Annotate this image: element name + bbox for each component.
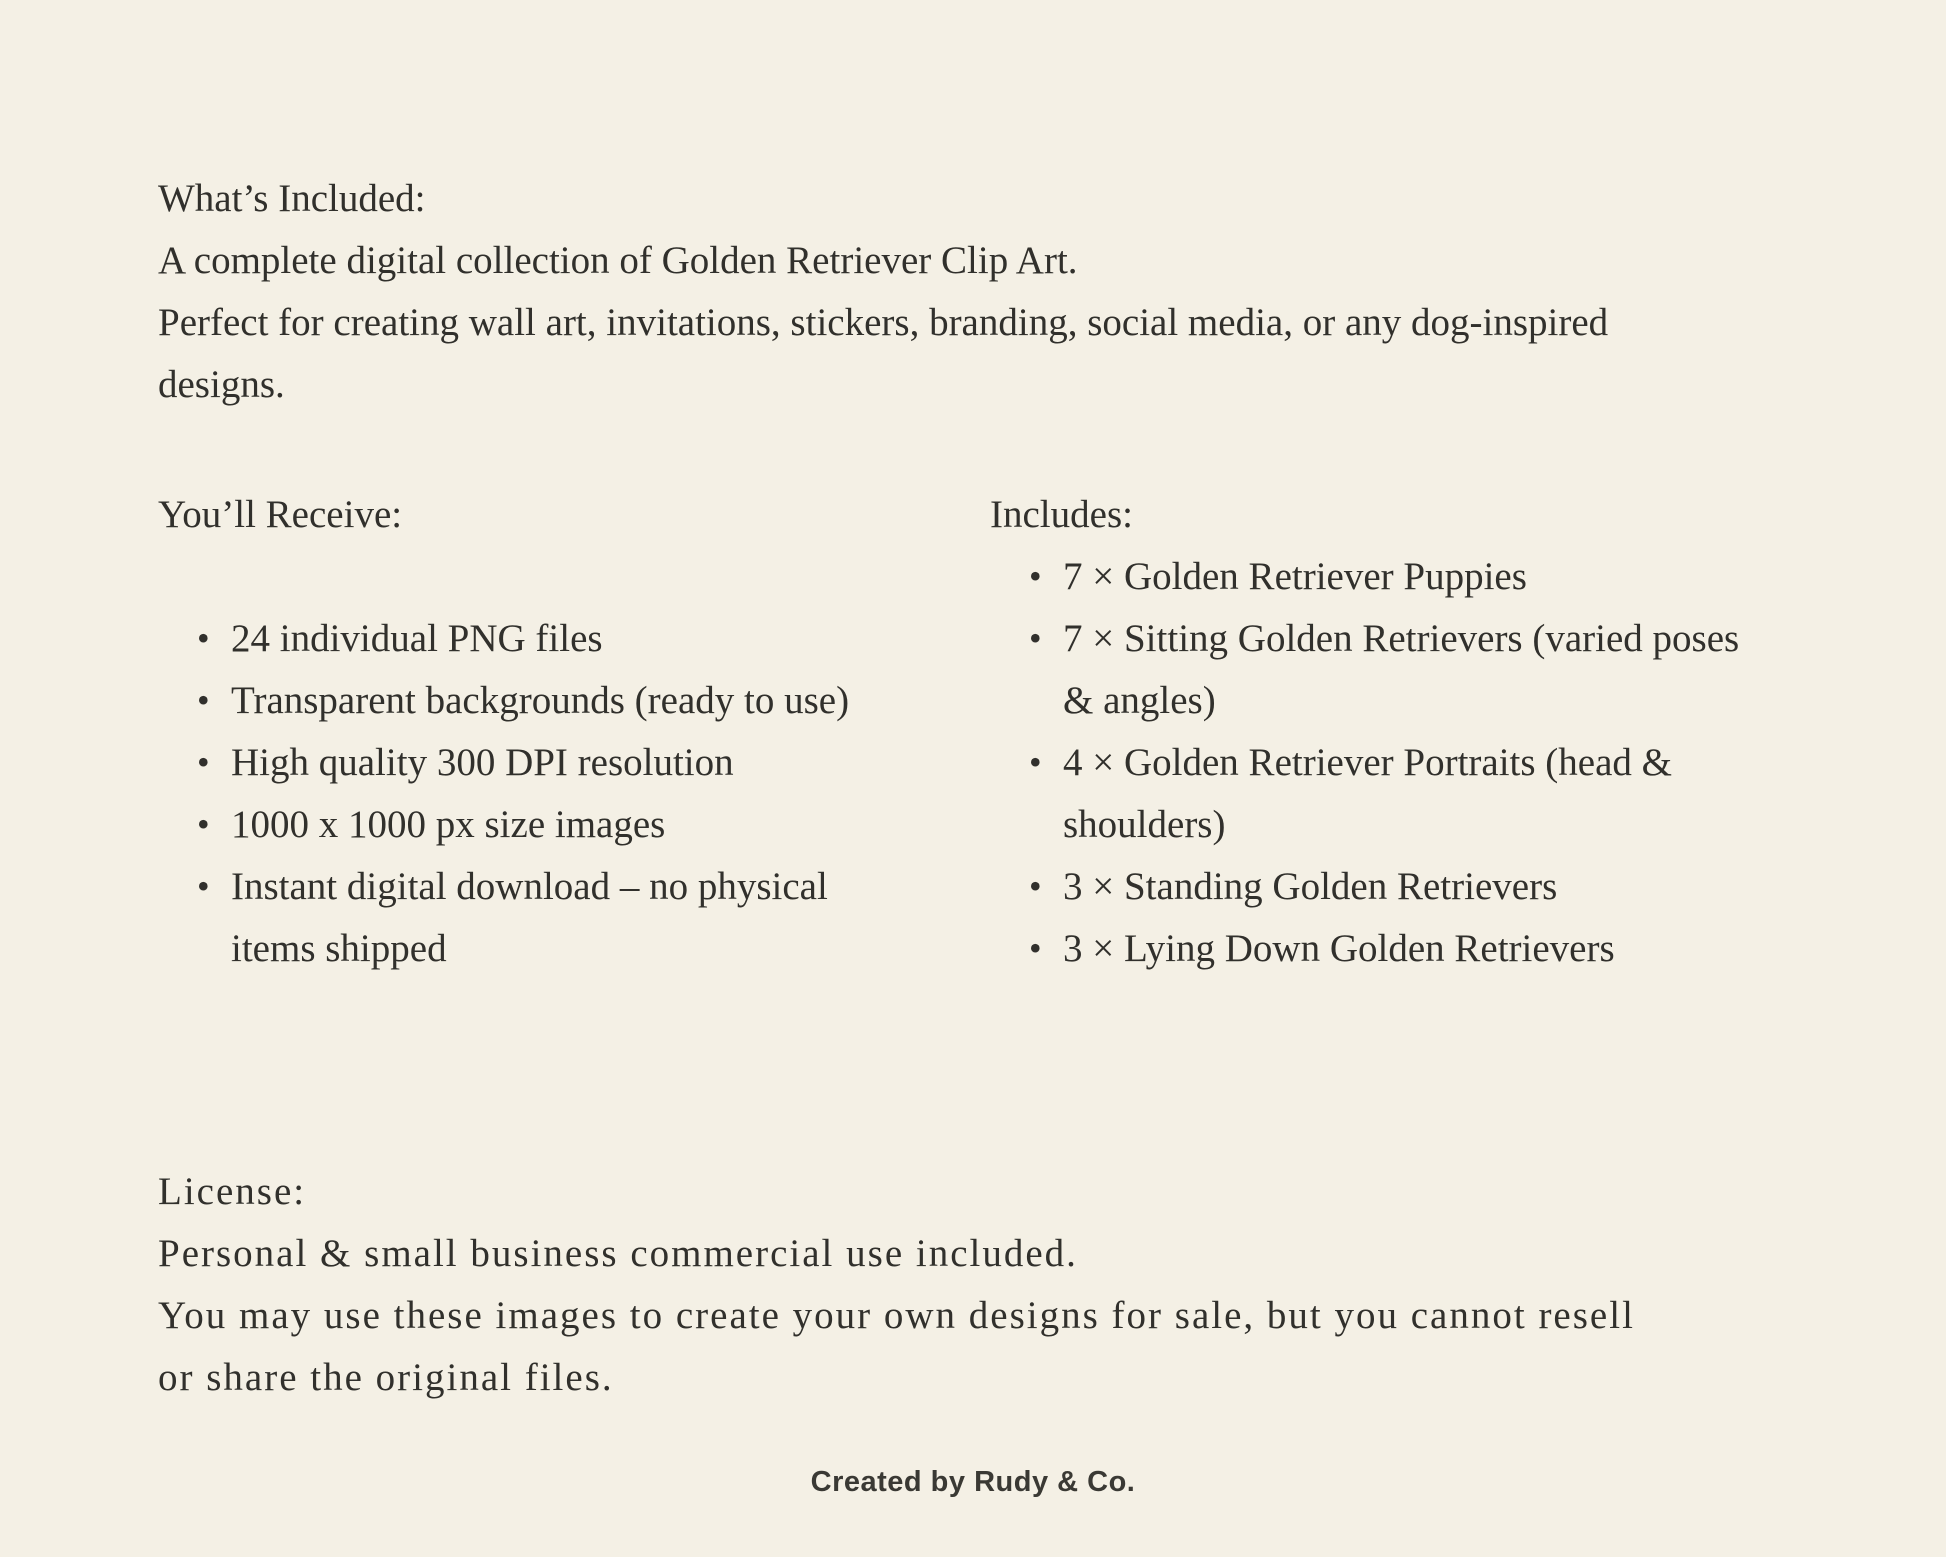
list-item-text: 7 × Golden Retriever Puppies — [1063, 555, 1527, 598]
list-item — [1029, 856, 1739, 918]
youll-receive-heading: You’ll Receive: — [158, 493, 403, 536]
license-line: Personal & small business commercial use included. — [158, 1232, 1078, 1275]
list-item — [197, 732, 849, 794]
list-item-text: shoulders) — [1063, 803, 1226, 846]
bullet-icon: • — [197, 742, 210, 782]
list-item-text: Transparent backgrounds (ready to use) — [231, 679, 850, 722]
list-item-text: & angles) — [1063, 679, 1216, 722]
list-item-text: 3 × Standing Golden Retrievers — [1063, 865, 1558, 908]
list-item-text: 3 × Lying Down Golden Retrievers — [1063, 927, 1615, 970]
bullet-icon: • — [1029, 742, 1042, 782]
bullet-icon: • — [1029, 866, 1042, 906]
license-line: You may use these images to create your own designs for sale, but you cannot resell — [158, 1294, 1635, 1337]
includes-section — [990, 484, 1739, 980]
bullet-icon: • — [197, 618, 210, 658]
list-item — [197, 670, 850, 732]
bullet-icon: • — [197, 680, 210, 720]
license-section — [158, 1161, 1635, 1409]
bullet-icon: • — [197, 866, 210, 906]
list-item-text: High quality 300 DPI resolution — [231, 741, 734, 784]
license-line: or share the original files. — [158, 1356, 614, 1399]
youll-receive-section — [158, 484, 849, 980]
footer-credit: Created by Rudy & Co. — [810, 1466, 1136, 1498]
license-heading: License: — [158, 1170, 307, 1213]
list-item-text: 7 × Sitting Golden Retrievers (varied poses — [1063, 617, 1740, 660]
list-item — [197, 856, 849, 980]
intro-line: designs. — [158, 363, 285, 406]
list-item-text: 1000 x 1000 px size images — [231, 803, 666, 846]
whats-included-section — [158, 168, 1608, 416]
includes-heading: Includes: — [990, 493, 1133, 536]
list-item-text: 24 individual PNG files — [231, 617, 603, 660]
list-item — [197, 794, 849, 856]
bullet-icon: • — [197, 804, 210, 844]
list-item — [1029, 608, 1740, 732]
list-item — [1029, 918, 1739, 980]
list-item-text: Instant digital download – no physical — [231, 865, 828, 908]
list-item-text: items shipped — [231, 927, 447, 970]
intro-line: Perfect for creating wall art, invitations, stickers, branding, social media, or any dog-inspired — [158, 301, 1609, 344]
whats-included-heading: What’s Included: — [158, 177, 426, 220]
list-item — [1029, 732, 1739, 856]
includes-list — [990, 546, 1739, 980]
list-item — [197, 608, 849, 670]
receive-list — [158, 608, 849, 980]
bullet-icon: • — [1029, 928, 1042, 968]
list-item — [1029, 546, 1739, 608]
bullet-icon: • — [1029, 556, 1042, 596]
intro-line: A complete digital collection of Golden Retriever Clip Art. — [158, 239, 1078, 282]
bullet-icon: • — [1029, 618, 1042, 658]
list-item-text: 4 × Golden Retriever Portraits (head & — [1063, 741, 1672, 784]
